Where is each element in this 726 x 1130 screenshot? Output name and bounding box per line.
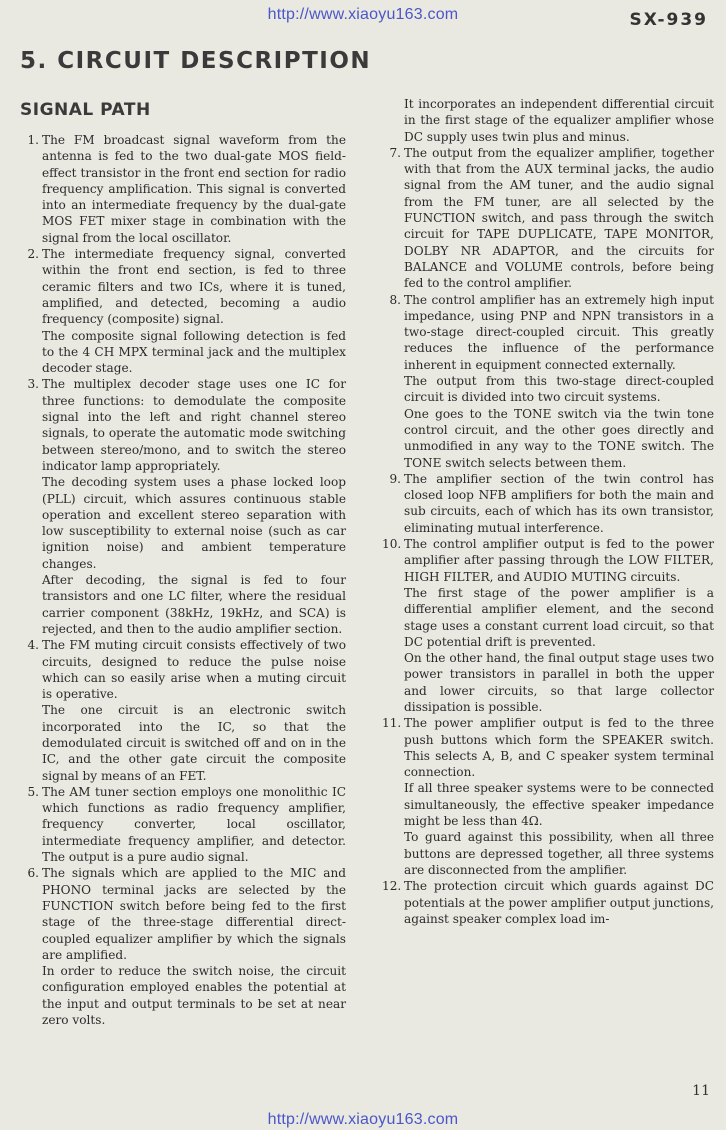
item-paragraph: The signals which are applied to the MIC and PHONO terminal jacks are selected by the FUNCTION switch before being fed to the first stage of the three-stage differential direct-coupled equalizer amplifier by which the signals are amplified. xyxy=(42,866,346,962)
item-paragraph: The FM broadcast signal waveform from the antenna is fed to the two dual-gate MOS field-effect transistor in the front end section for radio frequency amplification. This signal is converted into an intermediate frequency by the dual-gate MOS FET mixer stage in combination with the signal from the local oscillator. xyxy=(42,133,346,245)
list-item xyxy=(20,784,346,865)
item-paragraph: The AM tuner section employs one monolithic IC which functions as radio frequency amplifier, frequency converter, local oscillator, intermediate frequency amplifier, and detector. The output is a pure audio signal. xyxy=(42,784,346,865)
right-column xyxy=(382,96,714,927)
watermark-top: http://www.xiaoyu163.com xyxy=(267,6,459,23)
list-item xyxy=(20,246,346,376)
list-item xyxy=(20,637,346,784)
list-item xyxy=(382,715,714,878)
item-number: 9. xyxy=(389,471,401,486)
item-number: 11. xyxy=(382,716,402,731)
item-paragraph: The control amplifier has an extremely high input impedance, using PNP and NPN transistors in a two-stage direct-coupled circuit. This greatly reduces the influence of the performance inherent in equipment connected externally. xyxy=(404,292,714,372)
item-paragraph: The FM muting circuit consists effectively of two circuits, designed to reduce the pulse noise which can so easily arise when a muting circuit is operative. xyxy=(42,638,346,702)
continuation-paragraph: It incorporates an independent differential circuit in the first stage of the equalizer amplifier whose DC supply uses twin plus and minus. xyxy=(404,97,714,144)
model-number: SX-939 xyxy=(629,10,708,30)
item-paragraph: The output from the equalizer amplifier, together with that from the AUX terminal jacks, the audio signal from the AM tuner, and the audio signal from the FM tuner, are all selected by the FUNCTION switch, and pass through the switch circuit for TAPE DUPLICATE, TAPE MONITOR, DOLBY NR ADAPTOR, and the circuits for BALANCE and VOLUME controls, before being fed to the control amplifier. xyxy=(404,145,714,291)
item-number: 3. xyxy=(27,377,39,392)
item-paragraph: The output from this two-stage direct-coupled circuit is divided into two circuit systems. xyxy=(404,374,714,405)
item-paragraph: The protection circuit which guards against DC potentials at the power amplifier output junctions, against speaker complex load im- xyxy=(404,879,714,926)
list-item xyxy=(382,145,714,292)
item-number: 1. xyxy=(27,133,39,147)
page-number: 11 xyxy=(692,1083,710,1099)
list-item xyxy=(382,471,714,536)
list-item xyxy=(20,376,346,637)
left-item-list xyxy=(20,132,346,1028)
list-item xyxy=(382,536,714,715)
item-number: 12. xyxy=(382,879,402,894)
item-paragraph: If all three speaker systems were to be connected simultaneously, the effective speaker impedance might be less than 4Ω. xyxy=(404,781,714,829)
item-number: 2. xyxy=(27,247,39,262)
list-item xyxy=(382,292,714,471)
section-heading: SIGNAL PATH xyxy=(20,100,151,120)
list-item xyxy=(20,132,346,246)
item-paragraph: The amplifier section of the twin control has closed loop NFB amplifiers for both the main and sub circuits, each of which has its own transistor, eliminating mutual interference. xyxy=(404,471,714,535)
page-title: 5. CIRCUIT DESCRIPTION xyxy=(20,48,372,74)
item-paragraph: To guard against this possibility, when all three buttons are depressed together, all three systems are disconnected from the amplifier. xyxy=(404,830,714,877)
item-paragraph: The decoding system uses a phase locked loop (PLL) circuit, which assures continuous stable operation and excellent stereo separation with low susceptibility to external noise (such as car ignition noise) and ambient temperature changes. xyxy=(42,475,346,571)
item-paragraph: The intermediate frequency signal, converted within the front end section, is fed to three ceramic filters and two ICs, where it is tuned, amplified, and detected, becoming a audio frequency (composite) signal. xyxy=(42,247,346,327)
item-paragraph: The one circuit is an electronic switch incorporated into the IC, so that the demodulated circuit is switched off and on in the IC, and the other gate circuit the composite signal by means of an FET. xyxy=(42,703,346,783)
item-paragraph: The composite signal following detection is fed to the 4 CH MPX terminal jack and the multiplex decoder stage. xyxy=(42,328,346,376)
item-number: 10. xyxy=(382,537,402,552)
item-paragraph: The first stage of the power amplifier is a differential amplifier element, and the second stage uses a constant current load circuit, so that DC potential drift is prevented. xyxy=(404,585,714,649)
item-paragraph: The power amplifier output is fed to the three push buttons which form the SPEAKER switch. This selects A, B, and C speaker system terminal connection. xyxy=(404,716,714,780)
item-paragraph: After decoding, the signal is fed to four transistors and one LC filter, where the residual carrier component (38kHz, 19kHz, and SCA) is rejected, and then to the audio amplifier section. xyxy=(42,573,346,636)
left-column xyxy=(20,96,346,1028)
item-paragraph: The multiplex decoder stage uses one IC for three functions: to demodulate the composite signal into the left and right channel stereo signals, to operate the automatic mode switching between stereo/mono, and to switch the stereo indicator lamp appropriately. xyxy=(42,377,346,473)
list-item xyxy=(382,878,714,927)
list-item xyxy=(20,865,346,1028)
item-number: 5. xyxy=(27,784,39,799)
item-paragraph: One goes to the TONE switch via the twin tone control circuit, and the other goes directly and unmodified in any way to the TONE switch. The TONE switch selects between them. xyxy=(404,406,714,470)
item-number: 8. xyxy=(389,292,401,307)
item-paragraph: On the other hand, the final output stage uses two power transistors in parallel in both the upper and lower circuits, so that large collector dissipation is possible. xyxy=(404,651,714,714)
right-item-list xyxy=(382,145,714,927)
item-number: 4. xyxy=(27,638,39,653)
item-number: 7. xyxy=(389,145,401,160)
item-paragraph: The control amplifier output is fed to the power amplifier after passing through the LOW FILTER, HIGH FILTER, and AUDIO MUTING circuits. xyxy=(404,537,714,584)
item-number: 6. xyxy=(27,866,39,881)
item-paragraph: In order to reduce the switch noise, the circuit configuration employed enables the potential at the input and output terminals to be set at near zero volts. xyxy=(42,964,346,1028)
watermark-bottom: http://www.xiaoyu163.com xyxy=(267,1111,459,1128)
